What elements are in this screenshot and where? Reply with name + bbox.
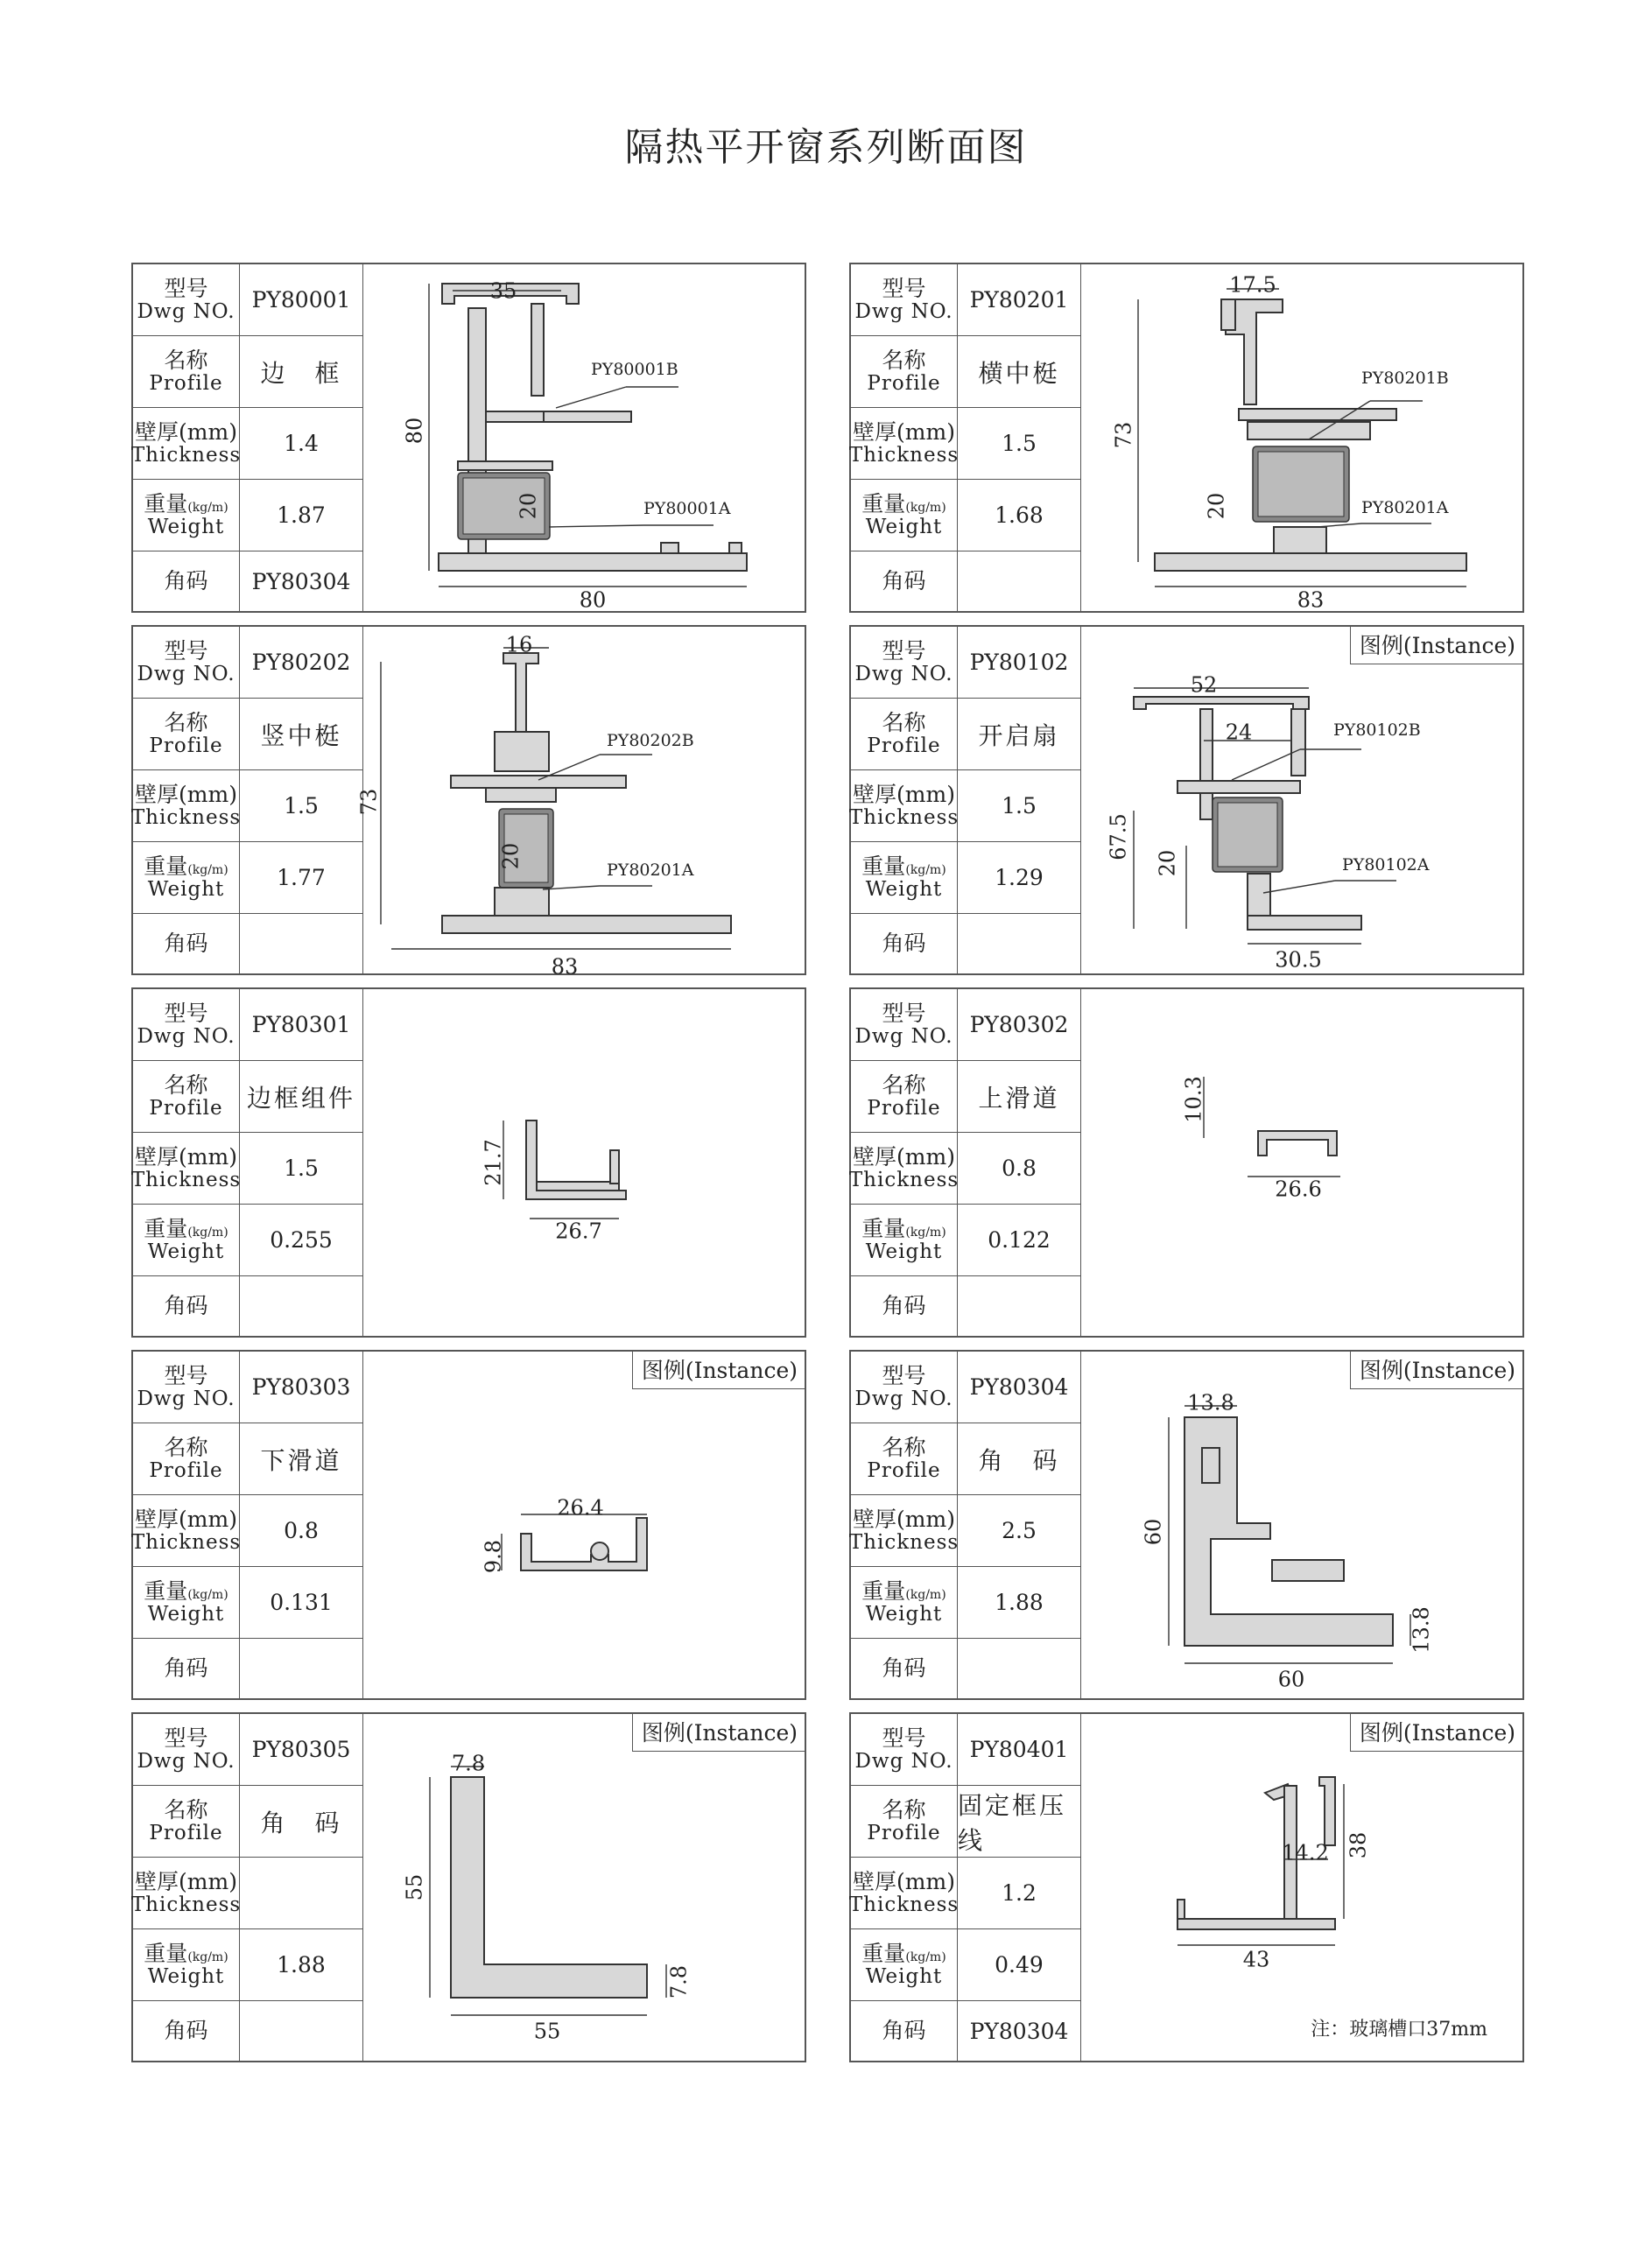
profile-value: 开启扇: [978, 720, 1060, 750]
thickness-value: 2.5: [1002, 1518, 1037, 1543]
dwg-value: PY80302: [969, 1012, 1069, 1037]
profile-section-svg: [1081, 1352, 1524, 1698]
label-weight-unit: (kg/m): [905, 501, 946, 516]
weight-value: 1.29: [995, 865, 1044, 890]
part-label: PY80102B: [1333, 720, 1421, 740]
dimension-label: 38: [1346, 1831, 1371, 1859]
label-profile-zh: 名称: [164, 710, 208, 736]
thickness-value: [240, 1858, 362, 1928]
row-weight: [133, 1567, 362, 1639]
label-profile-zh: 名称: [882, 1435, 926, 1461]
label-dwg-en: Dwg NO.: [137, 1749, 235, 1773]
part-label: PY80202B: [607, 731, 694, 750]
row-thickness: [848, 1858, 1080, 1929]
profile-value: 边框组件: [246, 1083, 355, 1113]
row-dwg: [133, 1352, 362, 1423]
corner-value: [958, 551, 1080, 611]
weight-value: 0.122: [988, 1227, 1051, 1253]
dwg-value: PY80202: [251, 650, 351, 675]
dimension-label: 26.6: [1275, 1177, 1322, 1202]
row-thickness: [848, 408, 1080, 480]
label-thickness-zh: 壁厚: [135, 1144, 179, 1170]
page-title: 隔热平开窗系列断面图: [624, 125, 1028, 170]
profile-section-svg: [1081, 1714, 1524, 2061]
label-weight-zh: 重量: [144, 1941, 188, 1967]
label-thickness-zh: 壁厚: [135, 782, 179, 808]
label-dwg-en: Dwg NO.: [137, 299, 235, 323]
dimension-label: 73: [1111, 421, 1136, 449]
profile-value: 角 码: [260, 1808, 342, 1837]
label-thickness-zh: 壁厚: [853, 1869, 897, 1895]
dimension-label: 13.8: [1187, 1390, 1234, 1416]
corner-value: PY80304: [969, 2018, 1069, 2044]
label-thickness-en: Thickness: [130, 1530, 242, 1554]
dimension-label: 20: [516, 492, 541, 520]
dwg-value: PY80401: [969, 1737, 1069, 1762]
profile-card-py80304: [849, 1350, 1524, 1700]
dimension-label: 14.2: [1282, 1840, 1329, 1865]
label-thickness-zh: 壁厚: [135, 419, 179, 446]
row-thickness: [130, 1133, 362, 1205]
section-drawing: [1081, 627, 1524, 973]
label-weight-en: Weight: [865, 515, 943, 538]
label-weight-zh: 重量: [861, 854, 906, 880]
label-dwg-en: Dwg NO.: [854, 299, 953, 323]
label-dwg-en: Dwg NO.: [137, 662, 235, 685]
label-dwg-en: Dwg NO.: [854, 1387, 953, 1410]
label-dwg-zh: 型号: [164, 1725, 208, 1752]
row-profile: [133, 336, 362, 408]
dimension-label: 24: [1225, 720, 1253, 745]
label-profile-en: Profile: [149, 1821, 223, 1844]
label-weight-unit: (kg/m): [187, 1226, 228, 1240]
row-weight: [851, 1205, 1080, 1276]
label-thickness-zh: 壁厚: [853, 1507, 897, 1533]
label-weight-zh: 重量: [861, 1216, 906, 1242]
thickness-value: 1.5: [1002, 793, 1037, 818]
thickness-value: 1.4: [284, 431, 319, 456]
dimension-label: 60: [1277, 1667, 1305, 1692]
label-dwg-zh: 型号: [882, 638, 926, 664]
spec-table: [848, 627, 1080, 973]
profile-section-svg: [363, 989, 806, 1336]
dimension-label: 9.8: [481, 1539, 506, 1574]
label-thickness-en: Thickness: [848, 1168, 960, 1191]
label-dwg-zh: 型号: [164, 1363, 208, 1389]
dimension-label: 7.8: [666, 1964, 692, 1999]
label-weight-en: Weight: [865, 1602, 943, 1626]
label-corner-zh: 角码: [164, 1292, 208, 1318]
section-drawing: [1081, 989, 1524, 1336]
row-thickness: [848, 1133, 1080, 1205]
row-profile: [133, 1423, 362, 1495]
profile-section-svg: [1081, 627, 1524, 973]
dwg-value: PY80102: [969, 650, 1069, 675]
label-profile-zh: 名称: [164, 1435, 208, 1461]
row-profile: [851, 1423, 1080, 1495]
instance-tag: 图例(Instance): [1350, 1352, 1522, 1389]
profile-card-py80301: [131, 987, 806, 1338]
corner-value: [240, 1639, 362, 1698]
label-profile-en: Profile: [149, 1458, 223, 1482]
row-profile: [133, 699, 362, 770]
dwg-value: PY80303: [251, 1374, 351, 1400]
weight-value: 1.88: [995, 1590, 1044, 1615]
row-weight: [133, 842, 362, 914]
label-weight-unit: (kg/m): [187, 1588, 228, 1603]
dwg-value: PY80301: [251, 1012, 351, 1037]
label-dwg-zh: 型号: [164, 638, 208, 664]
row-corner: [133, 551, 362, 611]
profile-card-py80102: [849, 625, 1524, 975]
label-profile-en: Profile: [867, 1096, 941, 1120]
profile-card-py80202: [130, 625, 806, 980]
label-weight-unit: (kg/m): [187, 863, 228, 878]
part-label: PY80201A: [1361, 498, 1449, 517]
label-weight-en: Weight: [865, 1964, 943, 1988]
label-weight-en: Weight: [147, 877, 225, 901]
profile-section-svg: [363, 1352, 806, 1698]
dimension-label: 83: [1297, 587, 1325, 613]
part-label: PY80001B: [591, 360, 678, 379]
spec-table: [130, 627, 362, 973]
label-weight-en: Weight: [147, 515, 225, 538]
label-thickness-zh: 壁厚: [135, 1507, 179, 1533]
label-weight-en: Weight: [147, 1602, 225, 1626]
instance-tag: 图例(Instance): [632, 1714, 805, 1752]
row-dwg: [851, 627, 1080, 699]
part-label: PY80102A: [1342, 855, 1430, 875]
spec-table: [130, 264, 362, 611]
profile-value: 横中梃: [978, 358, 1060, 388]
row-dwg: [133, 627, 362, 699]
thickness-value: 1.5: [1002, 431, 1037, 456]
row-profile: [133, 1786, 362, 1858]
label-thickness-unit: (mm): [896, 1144, 955, 1170]
corner-value: [958, 1639, 1080, 1698]
label-corner-zh: 角码: [164, 567, 208, 594]
row-profile: [851, 336, 1080, 408]
dwg-value: PY80305: [251, 1737, 351, 1762]
row-thickness: [848, 770, 1080, 842]
thickness-value: 1.2: [1002, 1880, 1037, 1906]
label-weight-zh: 重量: [144, 854, 188, 880]
label-weight-zh: 重量: [144, 1216, 188, 1242]
row-corner: [133, 1639, 362, 1698]
row-corner: [133, 2001, 362, 2061]
profile-card-py80001: [131, 263, 806, 613]
spec-table: [848, 264, 1080, 611]
profile-card-py80303: [131, 1350, 806, 1700]
row-weight: [851, 1929, 1080, 2001]
label-profile-en: Profile: [149, 1096, 223, 1120]
profile-value: 竖中梃: [260, 720, 342, 750]
label-weight-zh: 重量: [861, 1578, 906, 1605]
dimension-label: 16: [505, 632, 533, 657]
row-dwg: [851, 1352, 1080, 1423]
dimension-label: 20: [1155, 849, 1180, 877]
dimension-label: 10.3: [1181, 1076, 1206, 1123]
label-thickness-unit: (mm): [179, 1144, 237, 1170]
label-thickness-unit: (mm): [896, 419, 955, 446]
profile-card-py80401: [849, 1712, 1524, 2062]
row-profile: [851, 1786, 1080, 1858]
dimension-label: 43: [1242, 1947, 1270, 1972]
label-weight-zh: 重量: [144, 1578, 188, 1605]
weight-value: 1.77: [277, 865, 326, 890]
label-thickness-en: Thickness: [848, 1530, 960, 1554]
dimension-label: 80: [402, 417, 427, 445]
label-corner-zh: 角码: [164, 1654, 208, 1681]
spec-table: [130, 1352, 362, 1698]
row-profile: [133, 1061, 362, 1133]
label-dwg-zh: 型号: [164, 1001, 208, 1027]
row-dwg: [133, 264, 362, 336]
row-corner: [851, 914, 1080, 973]
label-corner-zh: 角码: [882, 1654, 926, 1681]
label-profile-zh: 名称: [882, 1797, 926, 1823]
row-dwg: [851, 264, 1080, 336]
label-weight-en: Weight: [865, 877, 943, 901]
section-drawing: [363, 1352, 806, 1698]
row-thickness: [130, 408, 362, 480]
dimension-label: 20: [498, 842, 524, 870]
label-corner-zh: 角码: [164, 930, 208, 956]
label-profile-zh: 名称: [164, 1797, 208, 1823]
dimension-label: 26.7: [555, 1219, 602, 1244]
part-label: PY80201A: [607, 861, 694, 880]
profile-section-svg: [1081, 264, 1524, 611]
row-corner: [133, 914, 362, 973]
label-thickness-zh: 壁厚: [853, 782, 897, 808]
section-drawing: [363, 989, 806, 1336]
row-profile: [851, 699, 1080, 770]
row-thickness: [848, 1495, 1080, 1567]
corner-value: PY80304: [251, 568, 351, 594]
label-profile-zh: 名称: [882, 1072, 926, 1099]
section-drawing: [1081, 1352, 1524, 1698]
label-profile-en: Profile: [867, 734, 941, 757]
label-thickness-en: Thickness: [848, 1893, 960, 1916]
label-thickness-zh: 壁厚: [853, 419, 897, 446]
label-dwg-zh: 型号: [882, 1363, 926, 1389]
row-weight: [133, 1929, 362, 2001]
row-dwg: [133, 1714, 362, 1786]
glass-slot-note: 注：玻璃槽口37mm: [1311, 2019, 1487, 2041]
weight-value: 0.131: [270, 1590, 333, 1615]
row-thickness: [130, 1495, 362, 1567]
profile-section-svg: [356, 627, 806, 980]
thickness-value: 0.8: [284, 1518, 319, 1543]
section-drawing: [1081, 1714, 1524, 2061]
dimension-label: 35: [489, 278, 517, 304]
label-thickness-unit: (mm): [896, 782, 955, 808]
corner-value: [240, 2001, 362, 2061]
corner-value: [958, 1276, 1080, 1336]
label-weight-unit: (kg/m): [187, 501, 228, 516]
label-thickness-unit: (mm): [896, 1869, 955, 1895]
dwg-value: PY80304: [969, 1374, 1069, 1400]
label-dwg-en: Dwg NO.: [137, 1387, 235, 1410]
profile-card-py80302: [849, 987, 1524, 1338]
label-dwg-zh: 型号: [882, 276, 926, 302]
label-corner-zh: 角码: [164, 2017, 208, 2043]
label-dwg-en: Dwg NO.: [854, 1024, 953, 1048]
profile-section-svg: [1081, 989, 1524, 1336]
profile-value: 下滑道: [260, 1445, 342, 1475]
label-weight-zh: 重量: [861, 1941, 906, 1967]
label-dwg-en: Dwg NO.: [854, 662, 953, 685]
label-thickness-unit: (mm): [179, 782, 237, 808]
label-thickness-unit: (mm): [896, 1507, 955, 1533]
dimension-label: 13.8: [1409, 1606, 1434, 1654]
row-corner: [133, 1276, 362, 1336]
row-dwg: [133, 989, 362, 1061]
label-dwg-zh: 型号: [164, 276, 208, 302]
label-dwg-zh: 型号: [882, 1001, 926, 1027]
row-thickness: [130, 1858, 362, 1929]
weight-value: 0.255: [270, 1227, 333, 1253]
label-weight-unit: (kg/m): [905, 1226, 946, 1240]
label-profile-en: Profile: [149, 371, 223, 395]
section-drawing: [1081, 264, 1524, 611]
part-label: PY80201B: [1361, 369, 1449, 388]
thickness-value: 0.8: [1002, 1156, 1037, 1181]
label-thickness-unit: (mm): [179, 1869, 237, 1895]
label-corner-zh: 角码: [882, 1292, 926, 1318]
row-weight: [851, 480, 1080, 551]
row-corner: [851, 2001, 1080, 2061]
label-weight-unit: (kg/m): [905, 1588, 946, 1603]
dimension-label: 83: [551, 954, 579, 980]
row-thickness: [130, 770, 362, 842]
dimension-label: 26.4: [557, 1495, 604, 1521]
label-corner-zh: 角码: [882, 930, 926, 956]
dimension-label: 67.5: [1106, 813, 1131, 861]
thickness-value: 1.5: [284, 1156, 319, 1181]
instance-tag: 图例(Instance): [1350, 627, 1522, 664]
dimension-label: 21.7: [481, 1139, 506, 1186]
section-drawing: [363, 264, 806, 611]
profile-section-svg: [363, 264, 806, 611]
profile-value: 固定框压线: [958, 1790, 1067, 1855]
label-thickness-en: Thickness: [848, 443, 960, 467]
weight-value: 1.68: [995, 502, 1044, 528]
profile-value: 上滑道: [978, 1083, 1060, 1113]
spec-table: [848, 1714, 1080, 2061]
dimension-label: 7.8: [451, 1751, 486, 1776]
label-thickness-unit: (mm): [179, 1507, 237, 1533]
label-profile-en: Profile: [867, 1458, 941, 1482]
label-weight-en: Weight: [147, 1240, 225, 1263]
weight-value: 1.88: [277, 1952, 326, 1978]
instance-tag: 图例(Instance): [632, 1352, 805, 1389]
dwg-value: PY80201: [969, 287, 1069, 313]
row-weight: [133, 480, 362, 551]
instance-tag: 图例(Instance): [1350, 1714, 1522, 1752]
corner-value: [958, 914, 1080, 973]
label-dwg-en: Dwg NO.: [854, 1749, 953, 1773]
row-weight: [851, 1567, 1080, 1639]
row-corner: [851, 1276, 1080, 1336]
label-profile-zh: 名称: [164, 348, 208, 374]
label-thickness-en: Thickness: [130, 443, 242, 467]
label-corner-zh: 角码: [882, 567, 926, 594]
thickness-value: 1.5: [284, 793, 319, 818]
label-weight-unit: (kg/m): [187, 1950, 228, 1965]
dimension-label: 55: [533, 2019, 561, 2044]
dimension-label: 73: [356, 788, 382, 816]
label-dwg-zh: 型号: [882, 1725, 926, 1752]
dimension-label: 80: [579, 587, 607, 613]
profile-section-svg: [363, 1714, 806, 2061]
label-weight-zh: 重量: [861, 491, 906, 517]
label-profile-zh: 名称: [882, 348, 926, 374]
weight-value: 1.87: [277, 502, 326, 528]
label-weight-en: Weight: [865, 1240, 943, 1263]
profile-value: 角 码: [978, 1445, 1060, 1475]
section-drawing: [356, 627, 806, 980]
spec-table: [130, 1714, 362, 2061]
label-profile-en: Profile: [867, 1821, 941, 1844]
label-thickness-en: Thickness: [848, 805, 960, 829]
dimension-label: 55: [402, 1873, 427, 1901]
row-dwg: [851, 989, 1080, 1061]
row-weight: [851, 842, 1080, 914]
corner-value: [240, 914, 362, 973]
dimension-label: 60: [1141, 1518, 1166, 1546]
row-profile: [851, 1061, 1080, 1133]
label-weight-zh: 重量: [144, 491, 188, 517]
spec-table: [848, 989, 1080, 1336]
row-corner: [851, 551, 1080, 611]
dimension-label: 20: [1204, 492, 1229, 520]
dimension-label: 17.5: [1229, 272, 1276, 298]
profile-card-py80305: [131, 1712, 806, 2062]
label-profile-zh: 名称: [882, 710, 926, 736]
spec-table: [848, 1352, 1080, 1698]
spec-table: [130, 989, 362, 1336]
dimension-label: 52: [1190, 672, 1218, 698]
label-thickness-en: Thickness: [130, 1893, 242, 1916]
dimension-label: 30.5: [1275, 947, 1322, 973]
label-weight-unit: (kg/m): [905, 1950, 946, 1965]
row-corner: [851, 1639, 1080, 1698]
label-weight-unit: (kg/m): [905, 863, 946, 878]
label-thickness-en: Thickness: [130, 1168, 242, 1191]
label-profile-zh: 名称: [164, 1072, 208, 1099]
label-thickness-zh: 壁厚: [853, 1144, 897, 1170]
corner-value: [240, 1276, 362, 1336]
label-profile-en: Profile: [149, 734, 223, 757]
label-thickness-zh: 壁厚: [135, 1869, 179, 1895]
row-dwg: [851, 1714, 1080, 1786]
weight-value: 0.49: [995, 1952, 1044, 1978]
label-dwg-en: Dwg NO.: [137, 1024, 235, 1048]
label-weight-en: Weight: [147, 1964, 225, 1988]
label-profile-en: Profile: [867, 371, 941, 395]
profile-card-py80201: [849, 263, 1524, 613]
part-label: PY80001A: [643, 499, 731, 518]
label-thickness-unit: (mm): [179, 419, 237, 446]
label-thickness-en: Thickness: [130, 805, 242, 829]
section-drawing: [363, 1714, 806, 2061]
label-corner-zh: 角码: [882, 2017, 926, 2043]
row-weight: [133, 1205, 362, 1276]
profile-value: 边 框: [260, 358, 342, 388]
dwg-value: PY80001: [251, 287, 351, 313]
